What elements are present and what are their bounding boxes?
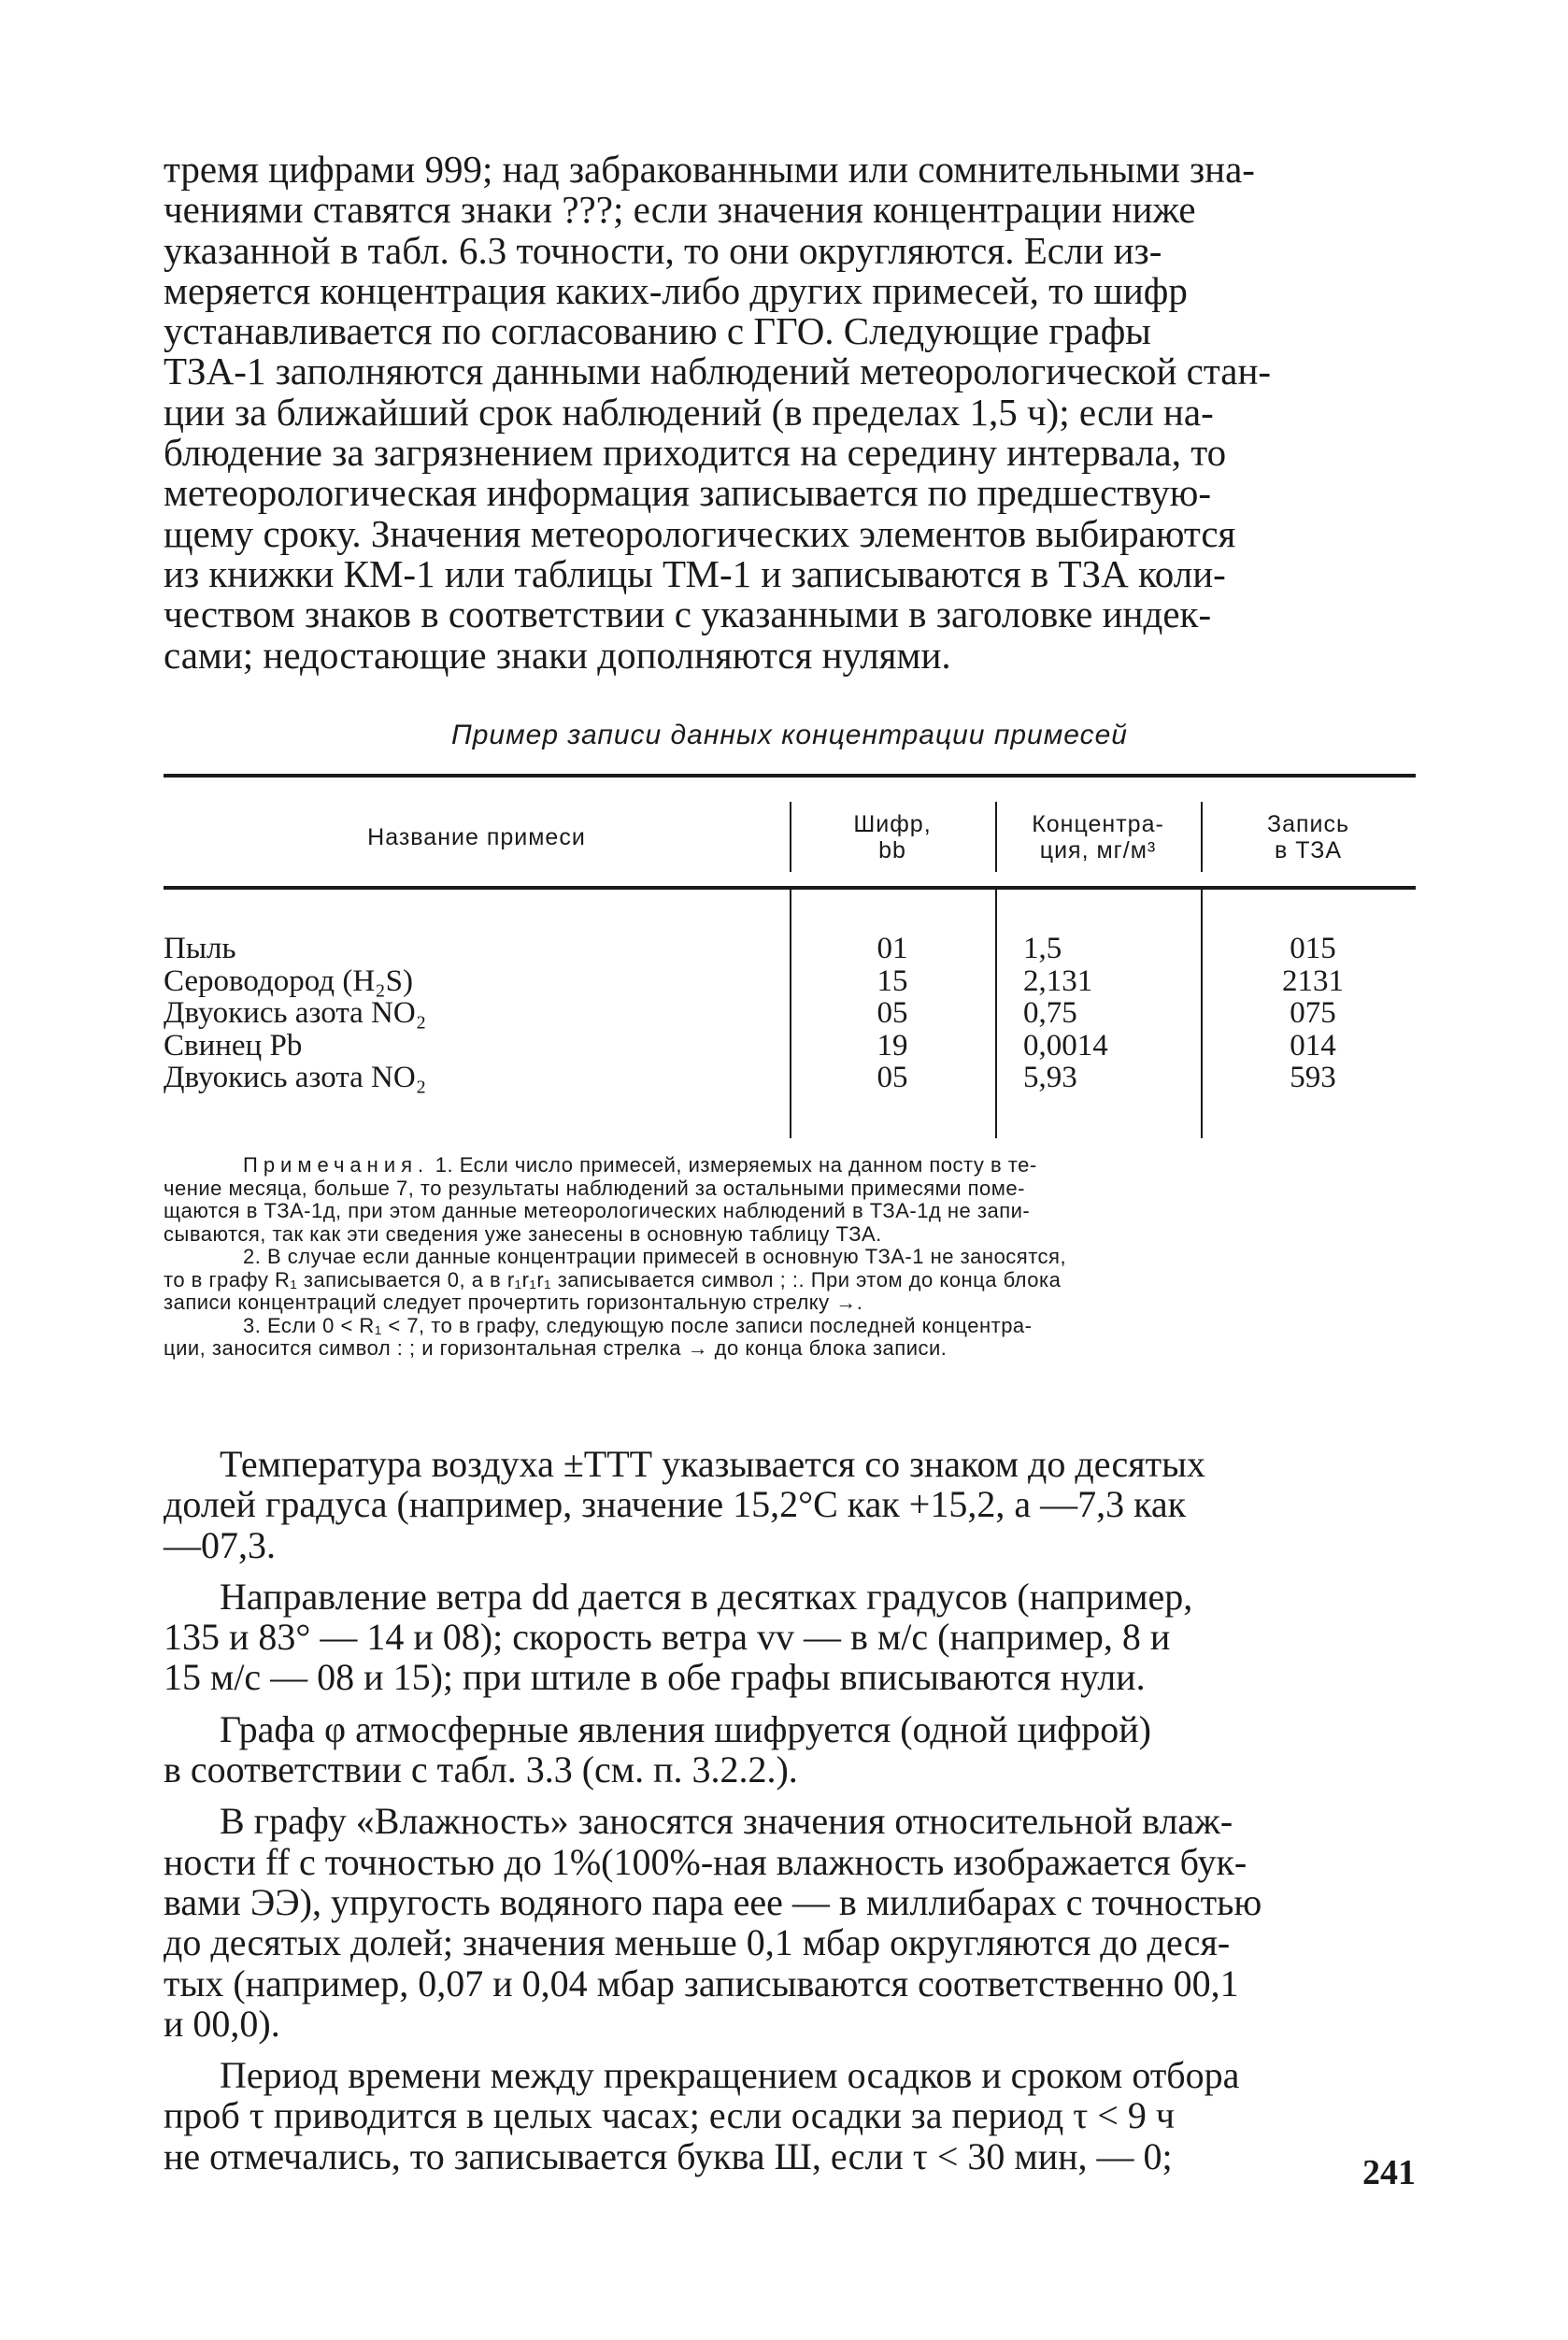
column-divider bbox=[790, 890, 791, 1138]
column-name bbox=[164, 933, 780, 1094]
cell-record: 075 bbox=[1290, 996, 1336, 1030]
cell-record: 593 bbox=[1290, 1061, 1336, 1094]
column-concentration bbox=[1005, 933, 1182, 1094]
paragraph-humidity: В графу «Влажность» заносятся значения относительной влаж- ности ff с точностью до 1%(100%-ная влажность изображается бук- вами ЭЭ), упругость водяного пара еее — в миллибарах с точностью до десятых долей; значения меньше 0,1 мбар округляются до деся- тых (например, 0,07 и 0,04 мбар записываются соответственно 00,1 и 00,0). bbox=[164, 1800, 1262, 2045]
paragraph-temperature: Температура воздуха ±ТТТ указывается со знаком до десятых долей градуса (например, значение 15,2°С как +15,2, а —7,3 как —07,3. bbox=[164, 1443, 1205, 1566]
cell-concentration: 0,75 bbox=[1023, 996, 1077, 1030]
paragraph-wind: Направление ветра dd дается в десятках градусов (например, 135 и 83° — 14 и 08); скорость ветра vv — в м/с (например, 8 и 15 м/с — 08 и 15); при штиле в обе графы вписываются нули. bbox=[164, 1575, 1193, 1699]
cell-code: 05 bbox=[877, 996, 908, 1030]
header-code: Шифр, bb bbox=[853, 810, 932, 863]
table-top-rule bbox=[164, 774, 1416, 778]
column-divider bbox=[995, 890, 997, 1138]
table-notes bbox=[164, 1154, 1416, 1361]
cell-name: Двуокись азота NO₂ bbox=[164, 1061, 427, 1094]
cell-concentration: 5,93 bbox=[1023, 1061, 1077, 1094]
cell-name: Сероводород (H₂S) bbox=[164, 963, 414, 998]
note-3: 3. Если 0 < R₁ < 7, то в графу, следующую после записи последней концентра- ции, заносится символ : ; и горизонтальная стрелка → до конца блока записи. bbox=[164, 1313, 1033, 1360]
cell-code: 01 bbox=[877, 932, 908, 965]
header-record: Запись в ТЗА bbox=[1266, 810, 1350, 863]
header-concentration: Концентра- ция, мг/м³ bbox=[1032, 810, 1164, 863]
paragraph-precipitation: Период времени между прекращением осадков и сроком отбора проб τ приводится в целых часах; если осадки за период τ < 9 ч не отмечались, то записывается буква Ш, если τ < 30 мин, — 0; bbox=[164, 2054, 1240, 2177]
note-1-text: 1. Если число примесей, измеряемых на данном посту в те- чение месяца, больше 7, то результаты наблюдений за остальными примесями поме- щаются в ТЗА-1д, при этом данные метеорологических наблюдений в ТЗА-1д не запи- сываются, так как эти сведения уже занесены в основную таблицу ТЗА. bbox=[164, 1153, 1037, 1246]
header-name: Название примеси bbox=[367, 823, 586, 850]
cell-name: Пыль bbox=[164, 932, 236, 965]
page-number: 241 bbox=[1362, 2153, 1416, 2192]
cell-concentration: 2,131 bbox=[1023, 963, 1093, 998]
column-divider bbox=[1201, 890, 1203, 1138]
concentration-table bbox=[164, 774, 1416, 1138]
note-2: 2. В случае если данные концентрации примесей в основную ТЗА-1 не заносятся, то в графу R₁ записывается 0, а в r₁r₁r₁ записывается символ ; :. При этом до конца блока записи концентраций следует прочертить горизонтальную стрелку →. bbox=[164, 1245, 1067, 1314]
cell-record: 2131 bbox=[1282, 963, 1344, 998]
cell-code: 15 bbox=[877, 963, 908, 998]
cell-record: 014 bbox=[1290, 1028, 1336, 1063]
cell-concentration: 0,0014 bbox=[1023, 1028, 1108, 1063]
cell-code: 19 bbox=[877, 1028, 908, 1063]
paragraph-phenomena: Графа φ атмосферные явления шифруется (одной цифрой) в соответствии с табл. 3.3 (см. п. 3.2.2.). bbox=[164, 1707, 1151, 1791]
note-1 bbox=[164, 1154, 1416, 1246]
cell-name: Свинец Pb bbox=[164, 1028, 303, 1063]
column-code bbox=[799, 933, 986, 1094]
paragraph-top: тремя цифрами 999; над забракованными или сомнительными зна- чениями ставятся знаки ???; если значения концентрации ниже указанной в табл. 6.3 точности, то они округляются. Если из- меряется концентрация каких-либо других примесей, то шифр устанавливается по согласованию с ГГО. Следующие графы ТЗА-1 заполняются данными наблюдений метеорологической стан- ции за ближайший срок наблюдений (в пределах 1,5 ч); если на- блюдение за загрязнением приходится на середину интервала, то метеорологическая информация записывается по предшествую- щему сроку. Значения метеорологических элементов выбираются из книжки КМ-1 или таблицы ТМ-1 и записываются в ТЗА коли- чеством знаков в соответствии с указанными в заголовке индек- сами; недостающие знаки дополняются нулями. bbox=[164, 148, 1272, 677]
column-record bbox=[1210, 933, 1416, 1094]
cell-name: Двуокись азота NO₂ bbox=[164, 996, 427, 1030]
notes-label: Примечания. bbox=[243, 1153, 430, 1177]
cell-concentration: 1,5 bbox=[1023, 932, 1062, 965]
cell-record: 015 bbox=[1290, 932, 1336, 965]
cell-code: 05 bbox=[877, 1061, 908, 1094]
table-caption: Пример записи данных концентрации примесей bbox=[451, 720, 1128, 750]
body-text bbox=[164, 1444, 1416, 2188]
